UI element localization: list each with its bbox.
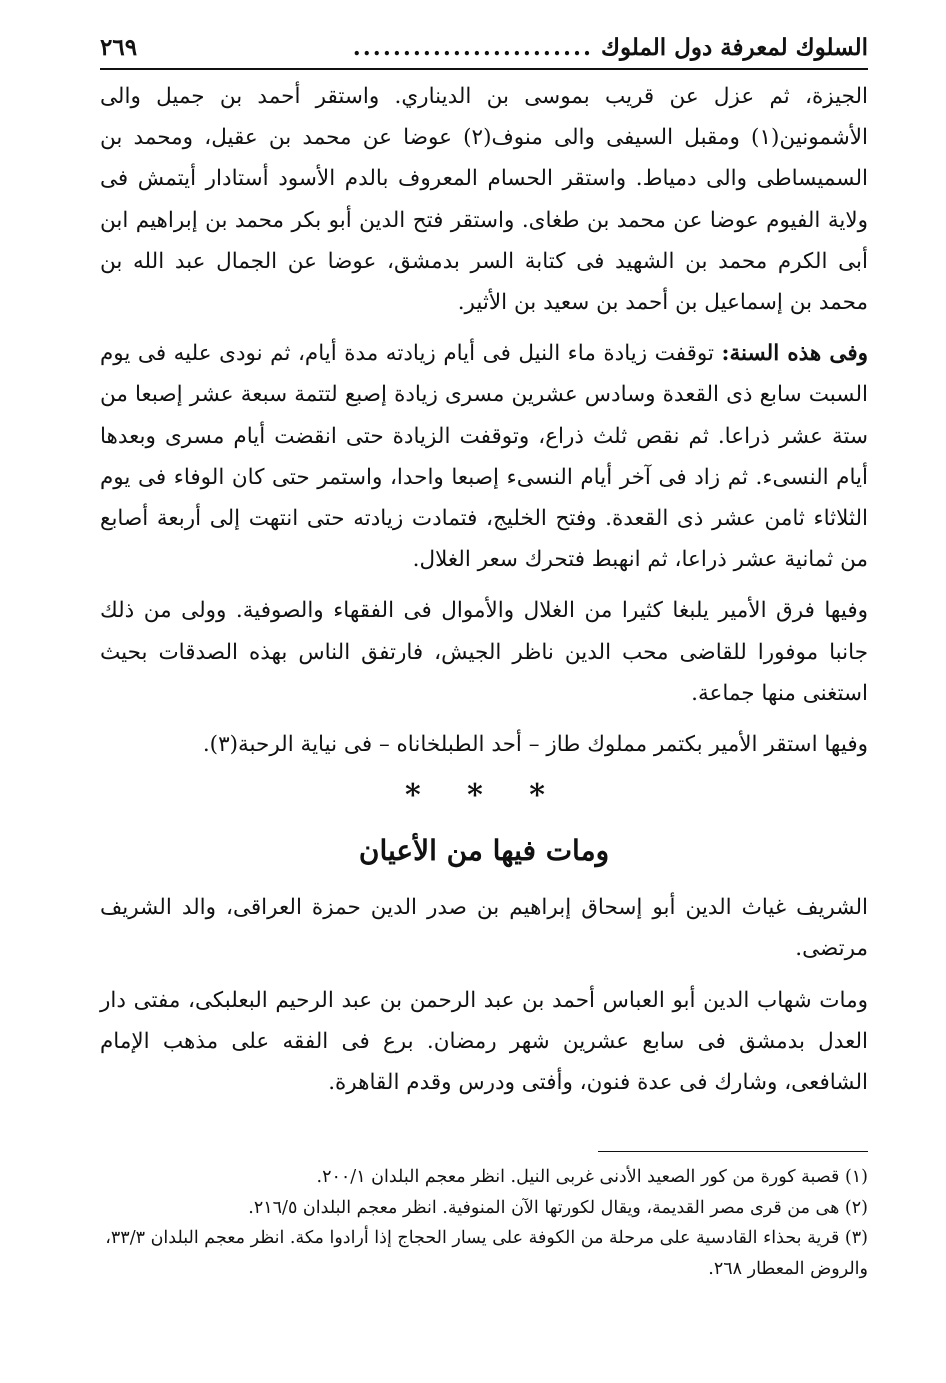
section-heading: ومات فيها من الأعيان <box>358 834 610 868</box>
running-title: السلوك لمعرفة دول الملوك <box>600 34 868 61</box>
header-rule <box>100 68 868 70</box>
footnote-2: (٢) هى من قرى مصر القديمة، ويقال لكورتها الآن المنوفية. انظر معجم البلدان ٢١٦/٥. <box>248 1197 868 1218</box>
footnote-1: (١) قصبة كورة من كور الصعيد الأدنى غربى النيل. انظر معجم البلدان ٢٠٠/١. <box>316 1167 868 1188</box>
paragraph-obituary-iraqi: الشريف غياث الدين أبو إسحاق إبراهيم بن صدر الدين حمزة العراقى، والد الشريف مرتضى. <box>100 895 868 962</box>
footnote-3: (٣) قرية بحذاء القادسية على مرحلة من الكوفة على يسار الحجاج إذا أرادوا مكة. انظر معجم البلدان ٣٣/٣، والروض المعطار ٢٦٨. <box>105 1228 868 1279</box>
footnote-rule <box>598 1151 868 1152</box>
section-divider-stars: * * * <box>405 778 563 814</box>
paragraph-lead: وفى هذه السنة: <box>721 341 868 367</box>
paragraph-body: توقفت زيادة ماء النيل فى أيام زيادته مدة أيام، ثم نودى عليه فى يوم السبت سابع ذى القعدة وسادس عشرين مسرى زيادة إصبع لتتمة سبعة عشر إصبعا من ستة عشر ذراعا. ثم نقص ثلث ذراع، وتوقفت الزيادة حتى انقضت أيام مسرى وبعدها أيام النسىء. ثم زاد فى آخر أيام النسىء إصبعا واحدا، واستمر حتى كان الوفاء فى يوم الثلاثاء ثامن عشر ذى القعدة. وفتح الخليج، فتمادت زيادته حتى انتهت إلى أربعة أصابع من ثمانية عشر ذراعا، ثم انهبط فتحرك سعر الغلال. <box>100 341 868 573</box>
running-header <box>100 30 868 66</box>
paragraph-nile-flood <box>100 333 868 580</box>
paragraph-appointments: الجيزة، ثم عزل عن قريب بموسى بن الديناري. واستقر أحمد بن جميل والى الأشمونين(١) ومقبل السيفى والى منوف(٢) عوضا عن محمد بن عقيل، ومحمد بن السميساطى والى دمياط. واستقر الحسام المعروف بالدم الأسود أستادار أيتمش فى ولاية الفيوم عوضا عن محمد بن طغاى. واستقر فتح الدين أبو بكر محمد بن إبراهيم ابن أبى الكرم محمد بن الشهيد فى كتابة السر بدمشق، عوضا عن الجمال عبد الله بن محمد بن إسماعيل بن أحمد بن سعيد بن الأثير. <box>100 84 869 316</box>
paragraph-obituary-baalbaki: ومات شهاب الدين أبو العباس أحمد بن عبد الرحمن بن عبد الرحيم البعلبكى، مفتى دار العدل بدمشق فى سابع عشرين شهر رمضان. برع فى الفقه على مذهب الإمام الشافعى، وشارك فى عدة فنون، وأفتى ودرس وقدم القاهرة. <box>100 987 868 1096</box>
book-page <box>100 30 868 1284</box>
header-leader-dots: ........................ <box>352 34 593 61</box>
paragraph-rahba: وفيها استقر الأمير بكتمر مملوك طاز – أحد الطبلخاناه – فى نياية الرحبة(٣). <box>202 732 868 758</box>
paragraph-charity: وفيها فرق الأمير يلبغا كثيرا من الغلال والأموال فى الفقهاء والصوفية. وولى من ذلك جانبا موفورا للقاضى محب الدين ناظر الجيش، فارتفق الناس بهذه الصدقات بحيث استغنى منها جماعة. <box>100 598 868 706</box>
page-number: ٢٦٩ <box>100 34 138 61</box>
